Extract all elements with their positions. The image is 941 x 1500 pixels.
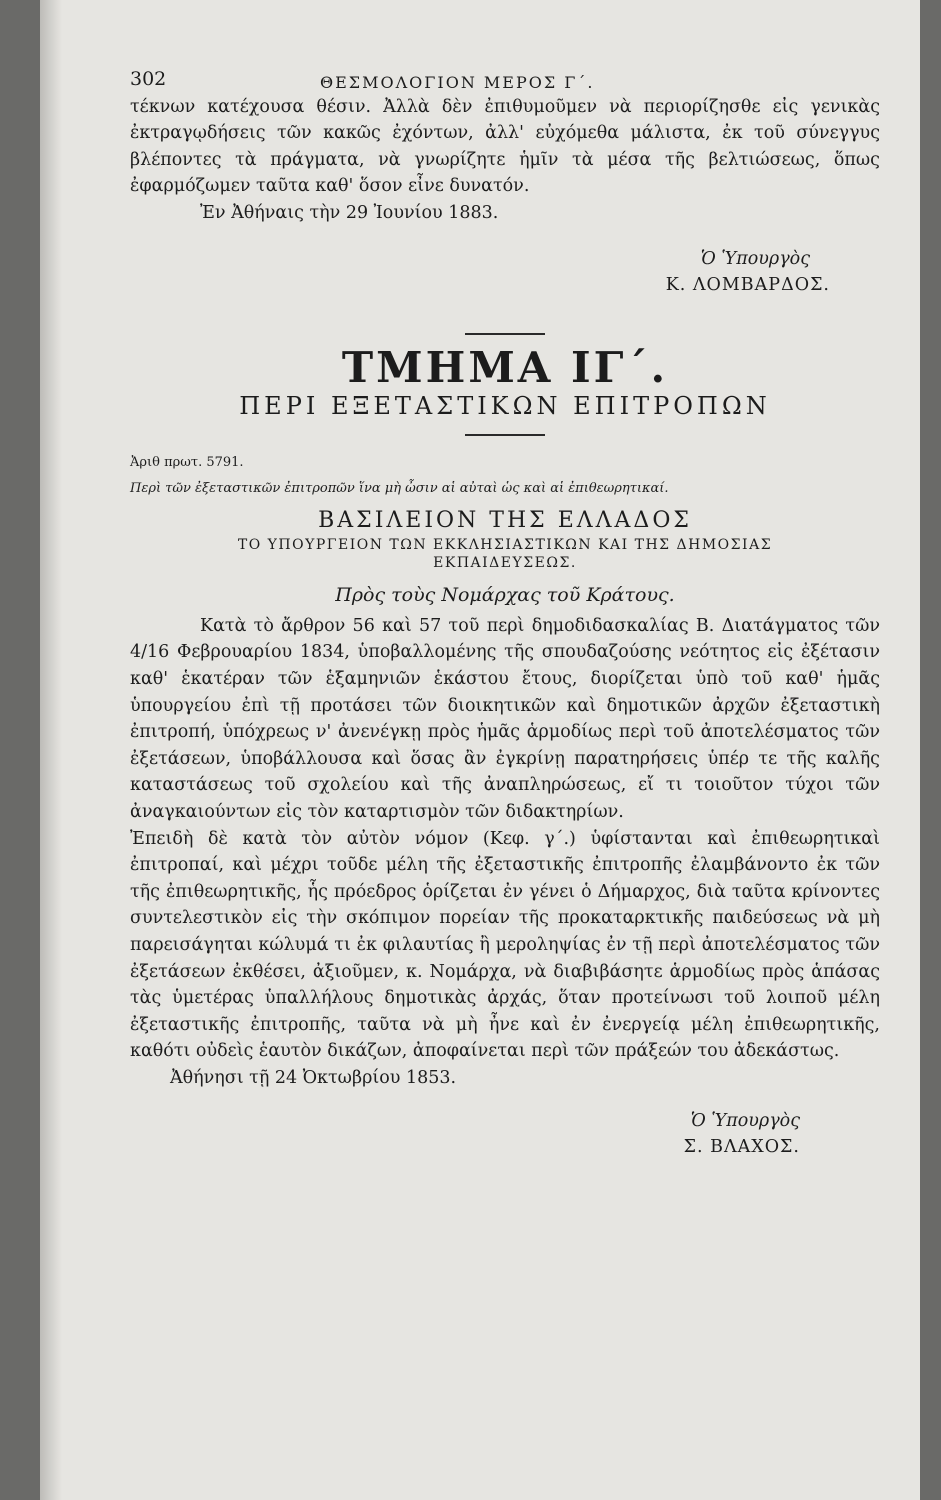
running-head: ΘΕΣΜΟΛΟΓΙΟΝ ΜΕΡΟΣ Γ΄. xyxy=(320,73,595,92)
section-divider-bottom xyxy=(465,434,545,436)
section-subtitle: ΠΕΡΙ ΕΞΕΤΑΣΤΙΚΩΝ ΕΠΙΤΡΟΠΩΝ xyxy=(239,392,771,421)
body-paragraph-2: Ἐπειδὴ δὲ κατὰ τὸν αὐτὸν νόμον (Κεφ. γ΄.) ὑφίστανται καὶ ἐπιθεωρητικαὶ ἐπιτροπαί, καὶ μέχρι τοῦδε μέλη τῆς ἐξεταστικῆς ἐπιτροπῆς ἐλαμβάνοντο ἐκ τῶν τῆς ἐπιθεωρητικῆς, ἧς πρόεδρος ὁρίζεται ἐν γένει ὁ Δήμαρχος, διὰ ταῦτα κρίνοντες συντελεστικὸν εἰς τὴν σκόπιμον πορείαν τῆς προκαταρκτικῆς παιδεύσεως νὰ μὴ παρεισάγηται κώλυμά τι ἐκ φιλαυτίας ἢ μεροληψίας ἐν τῇ περὶ ἀποτελέσματος τῶν ἐξετάσεων ἐκθέσει, ἀξιοῦμεν, κ. Νομάρχα, νὰ διαβιβάσητε ἁρμοδίως πρὸς ἁπάσας τὰς ὑμετέρας ὑπαλλήλους δημοτικὰς ἀρχάς, ὅταν προτείνωσι τοῦ λοιποῦ μέλη ἐξεταστικῆς ἐπιτροπῆς, ταῦτα νὰ μὴ ἦνε καὶ ἐν ἐνεργείᾳ μέλη ἐπιθεωρητικῆς, καθότι οὐδεὶς ἑαυτὸν δικάζων, ἀποφαίνεται περὶ τῶν πράξεών του ἀδεκάστως. xyxy=(130,828,880,1062)
reference-number: Ἀριθ πρωτ. 5791. xyxy=(130,454,244,470)
preceding-signature-title: Ὁ Ὑπουργὸς xyxy=(700,249,810,270)
preceding-paragraph: τέκνων κατέχουσα θέσιν. Ἀλλὰ δὲν ἐπιθυμοῦμεν νὰ περιορίζησθε εἰς γενικὰς ἐκτραγῳδήσεις τῶν κακῶς ἐχόντων, ἀλλ' εὐχόμεθα μάλιστα, ἐκ τοῦ σύνεγγυς βλέποντες τὰ πράγματα, νὰ γνωρίζητε ἡμῖν τὰ μέσα τῆς βελτιώσεως, ὅπως ἐφαρμόζωμεν ταῦτα καθ' ὅσον εἶνε δυνατόν. xyxy=(130,97,880,197)
document-subject: Περὶ τῶν ἐξεταστικῶν ἐπιτροπῶν ἵνα μὴ ὦσιν αἱ αὐταὶ ὡς καὶ αἱ ἐπιθεωρητικαί. xyxy=(130,481,669,497)
section-divider-top xyxy=(465,333,545,335)
document-date: Ἀθήνησι τῇ 24 Ὀκτωβρίου 1853. xyxy=(170,1067,457,1088)
section-title: ΤΜΗΜΑ ΙΓ΄. xyxy=(341,342,669,392)
ministry-heading: ΤΟ ΥΠΟΥΡΓΕΙΟΝ ΤΩΝ ΕΚΚΛΗΣΙΑΣΤΙΚΩΝ ΚΑΙ ΤΗΣ ΔΗΜΟΣΙΑΣ ΕΚΠΑΙΔΕΥΣΕΩΣ. xyxy=(237,537,773,572)
page-header xyxy=(130,62,880,94)
body-paragraph-1: Κατὰ τὸ ἄρθρον 56 καὶ 57 τοῦ περὶ δημοδιδασκαλίας Β. Διατάγματος τῶν 4/16 Φεβρουαρίου 1834, ὑποβαλλομένης τῆς σπουδαζούσης νεότητος εἰς ἐξέτασιν καθ' ἑκατέραν τῶν ἑξαμηνιῶν ἑκάστου ἔτους, διορίζεται ὑπὸ τοῦ καθ' ἡμᾶς ὑπουργείου ἐπὶ τῇ προτάσει τῶν διοικητικῶν καὶ δημοτικῶν ἀρχῶν ἐξεταστικὴ ἐπιτροπή, ὑπόχρεως ν' ἀνενέγκῃ πρὸς ἡμᾶς ἁρμοδίως περὶ τοῦ ἀποτελέσματος τῶν ἐξετάσεων, ὑποβάλλουσα καὶ ὅσας ἂν ἐγκρίνῃ παρατηρήσεις ὑπέρ τε τῆς καλῆς καταστάσεως τοῦ σχολείου καὶ τῆς ἀναπληρώσεως, εἴ τι τοιοῦτον τύχοι τῶν ἀναγκαιούντων εἰς τὸν καταρτισμὸν τῶν διδακτηρίων. xyxy=(130,615,880,823)
kingdom-heading: ΒΑΣΙΛΕΙΟΝ ΤΗΣ ΕΛΛΑΔΟΣ xyxy=(318,508,692,534)
page-content xyxy=(130,62,880,1160)
book-page xyxy=(40,0,920,1500)
preceding-date: Ἐν Ἀθήναις τὴν 29 Ἰουνίου 1883. xyxy=(200,202,499,223)
preceding-signature-name: Κ. ΛΟΜΒΑΡΔΟΣ. xyxy=(665,275,830,296)
document-signature-name: Σ. ΒΛΑΧΟΣ. xyxy=(683,1136,800,1157)
addressee: Πρὸς τοὺς Νομάρχας τοῦ Κράτους. xyxy=(335,584,675,607)
document-signature-title: Ὁ Ὑπουργὸς xyxy=(690,1110,800,1131)
page-number: 302 xyxy=(130,68,167,90)
